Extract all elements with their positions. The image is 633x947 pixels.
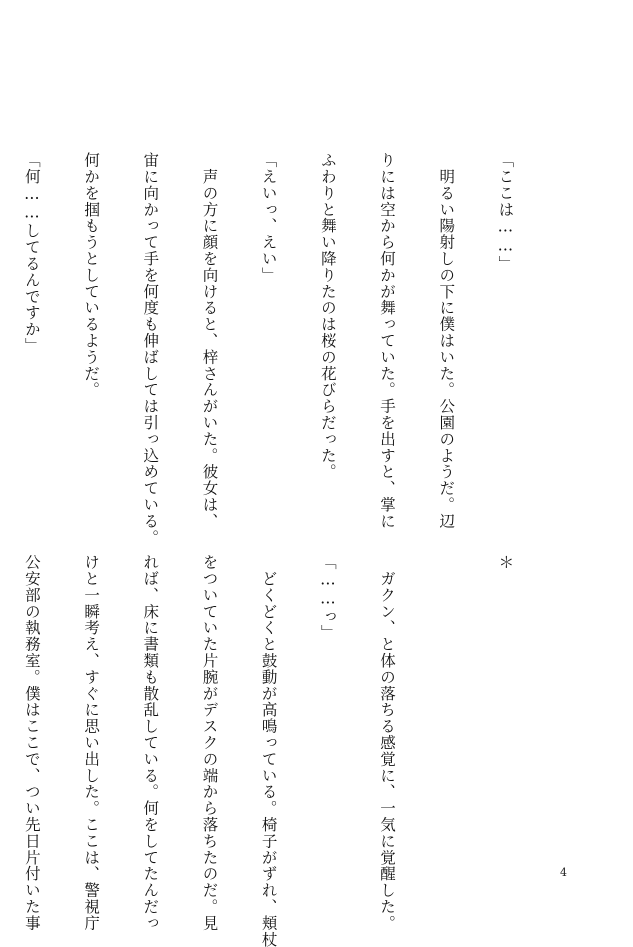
text-line: ガクン、と体の落ちる感覚に、一気に覚醒した。 (378, 553, 397, 931)
page-number: 4 (560, 866, 567, 879)
top-text-section (0, 76, 549, 546)
text-line: をついていた片腕がデスクの端から落ちたのだ。見 (200, 553, 219, 931)
text-line: ふわりと舞い降りたのは桜の花びらだった。 (318, 151, 337, 480)
text-line: 「ここは……」 (496, 151, 515, 272)
text-line: 何かを掴もうとしているようだ。 (82, 151, 101, 398)
text-line: 明るい陽射しの下に僕はいた。公園のようだ。辺 (437, 151, 456, 529)
bottom-text-section (0, 478, 549, 947)
text-line: 「何……してるんですか」 (22, 151, 41, 354)
text-line: りには空から何かが舞っていた。手を出すと、掌に (378, 151, 397, 529)
text-line: 声の方に顔を向けると、梓さんがいた。彼女は、 (200, 151, 219, 529)
scene-break-asterisk: ＊ (496, 553, 515, 571)
text-line: 「……っ」 (318, 553, 337, 641)
text-line: 「えいっ、えい」 (259, 151, 278, 283)
text-line: どくどくと鼓動が高鳴っている。椅子がずれ、頬杖 (259, 553, 278, 947)
text-line: 宙に向かって手を何度も伸ばしては引っ込めている。 (141, 151, 160, 546)
text-line: 公安部の執務室。僕はここで、つい先日片付いた事 (22, 553, 41, 931)
text-line: れば、床に書類も散乱している。何をしてたんだっ (141, 553, 160, 931)
text-line: けと一瞬考え、すぐに思い出した。ここは、警視庁 (82, 553, 101, 931)
